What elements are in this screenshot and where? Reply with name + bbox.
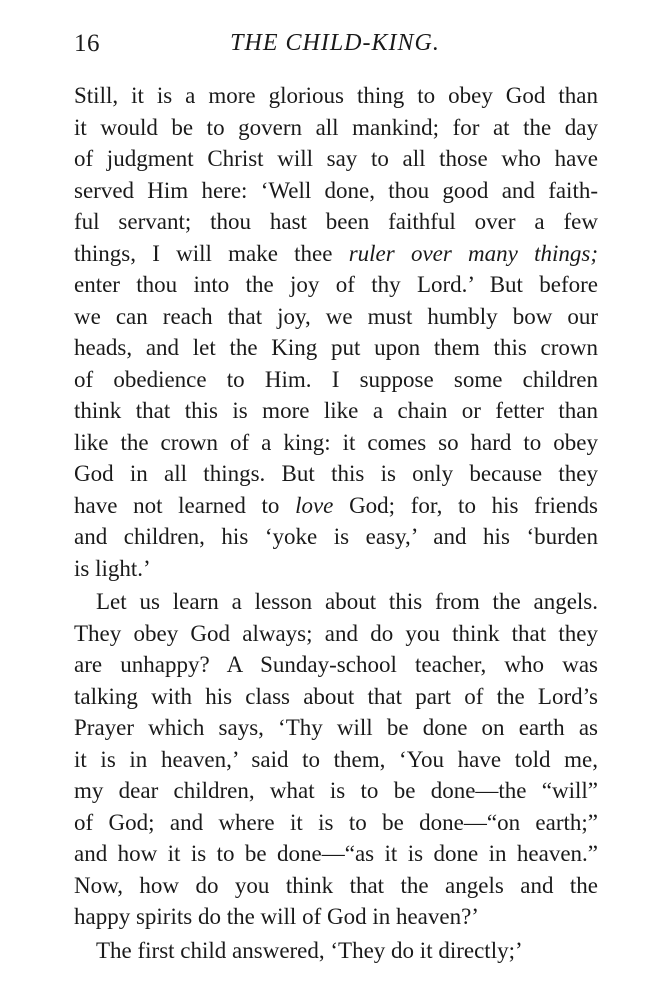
text-run: my dear children, what is to be done—the “will” [74, 778, 598, 803]
page-header [74, 30, 596, 64]
text-run: heads, and let the King put upon them this crown [74, 335, 598, 360]
text-line [74, 301, 598, 333]
text-line [74, 112, 598, 144]
text-run: we can reach that joy, we must humbly bow our [74, 303, 598, 329]
text-line [74, 427, 598, 459]
text-run: Let us learn a lesson about this from the angels. [96, 589, 598, 614]
text-run: of obedience to Him. I suppose some children [74, 366, 598, 392]
text-line [74, 838, 598, 870]
text-line [74, 744, 598, 776]
text-line [74, 175, 598, 207]
text-line [74, 775, 598, 807]
running-head: THE CHILD-KING. [230, 30, 440, 56]
text-run: happy spirits do the will of God in heaven?’ [74, 904, 479, 929]
text-run: ful servant; thou hast been faithful over a few [74, 209, 598, 234]
paragraph [74, 935, 598, 967]
text-line [74, 458, 598, 490]
text-line [74, 269, 598, 301]
text-line [74, 618, 598, 650]
page-number: 16 [74, 30, 100, 57]
text-run: of judgment Christ will say to all those who have [74, 146, 598, 171]
text-line [74, 935, 598, 967]
text-run: is light.’ [74, 555, 151, 581]
text-line [74, 332, 598, 364]
text-run: Now, how do you think that the angels and the [74, 872, 598, 898]
text-line [74, 143, 598, 175]
text-run: like the crown of a king: it comes so hard to obey [74, 429, 598, 455]
paragraph [74, 80, 598, 584]
text-line [74, 553, 598, 585]
text-line [74, 490, 598, 522]
text-run: of God; and where it is to be done—“on earth;” [74, 809, 598, 835]
text-run: They obey God always; and do you think that they [74, 620, 598, 646]
italic-text: love [295, 492, 334, 518]
text-run: God; for, to his friends [333, 492, 599, 518]
text-run: it is in heaven,’ said to them, ‘You have told me, [74, 746, 598, 772]
text-run: enter thou into the joy of thy Lord.’ But before [74, 272, 598, 297]
text-run: have not learned to [74, 492, 296, 518]
text-line [74, 870, 598, 902]
text-run: and how it is to be done—“as it is done in heaven.” [74, 841, 598, 866]
text-run: and children, his ‘yoke is easy,’ and his ‘burden [74, 524, 598, 549]
text-run: think that this is more like a chain or fetter than [74, 398, 598, 423]
italic-text: ruler over many things; [348, 240, 598, 266]
text-run: things, I will make thee [74, 240, 349, 266]
paragraph [74, 586, 598, 933]
text-line [74, 807, 598, 839]
text-line [74, 395, 598, 427]
text-run: Prayer which says, ‘Thy will be done on earth as [74, 715, 598, 740]
text-line [74, 521, 598, 553]
text-run: The first child answered, ‘They do it directly;’ [96, 937, 523, 963]
text-run: it would be to govern all mankind; for at the day [74, 114, 598, 140]
text-line [74, 712, 598, 744]
text-run: God in all things. But this is only because they [74, 461, 598, 486]
text-run: are unhappy? A Sunday-school teacher, who was [74, 652, 598, 677]
text-line [74, 901, 598, 933]
text-line [74, 586, 598, 618]
text-line [74, 364, 598, 396]
text-line [74, 649, 598, 681]
text-run: served Him here: ‘Well done, thou good and faith- [74, 177, 598, 203]
text-run: Still, it is a more glorious thing to obey God than [74, 83, 598, 108]
body-text [74, 80, 598, 966]
text-line [74, 238, 598, 270]
text-line [74, 681, 598, 713]
text-line [74, 80, 598, 112]
text-line [74, 206, 598, 238]
text-run: talking with his class about that part of the Lord’s [74, 683, 598, 709]
